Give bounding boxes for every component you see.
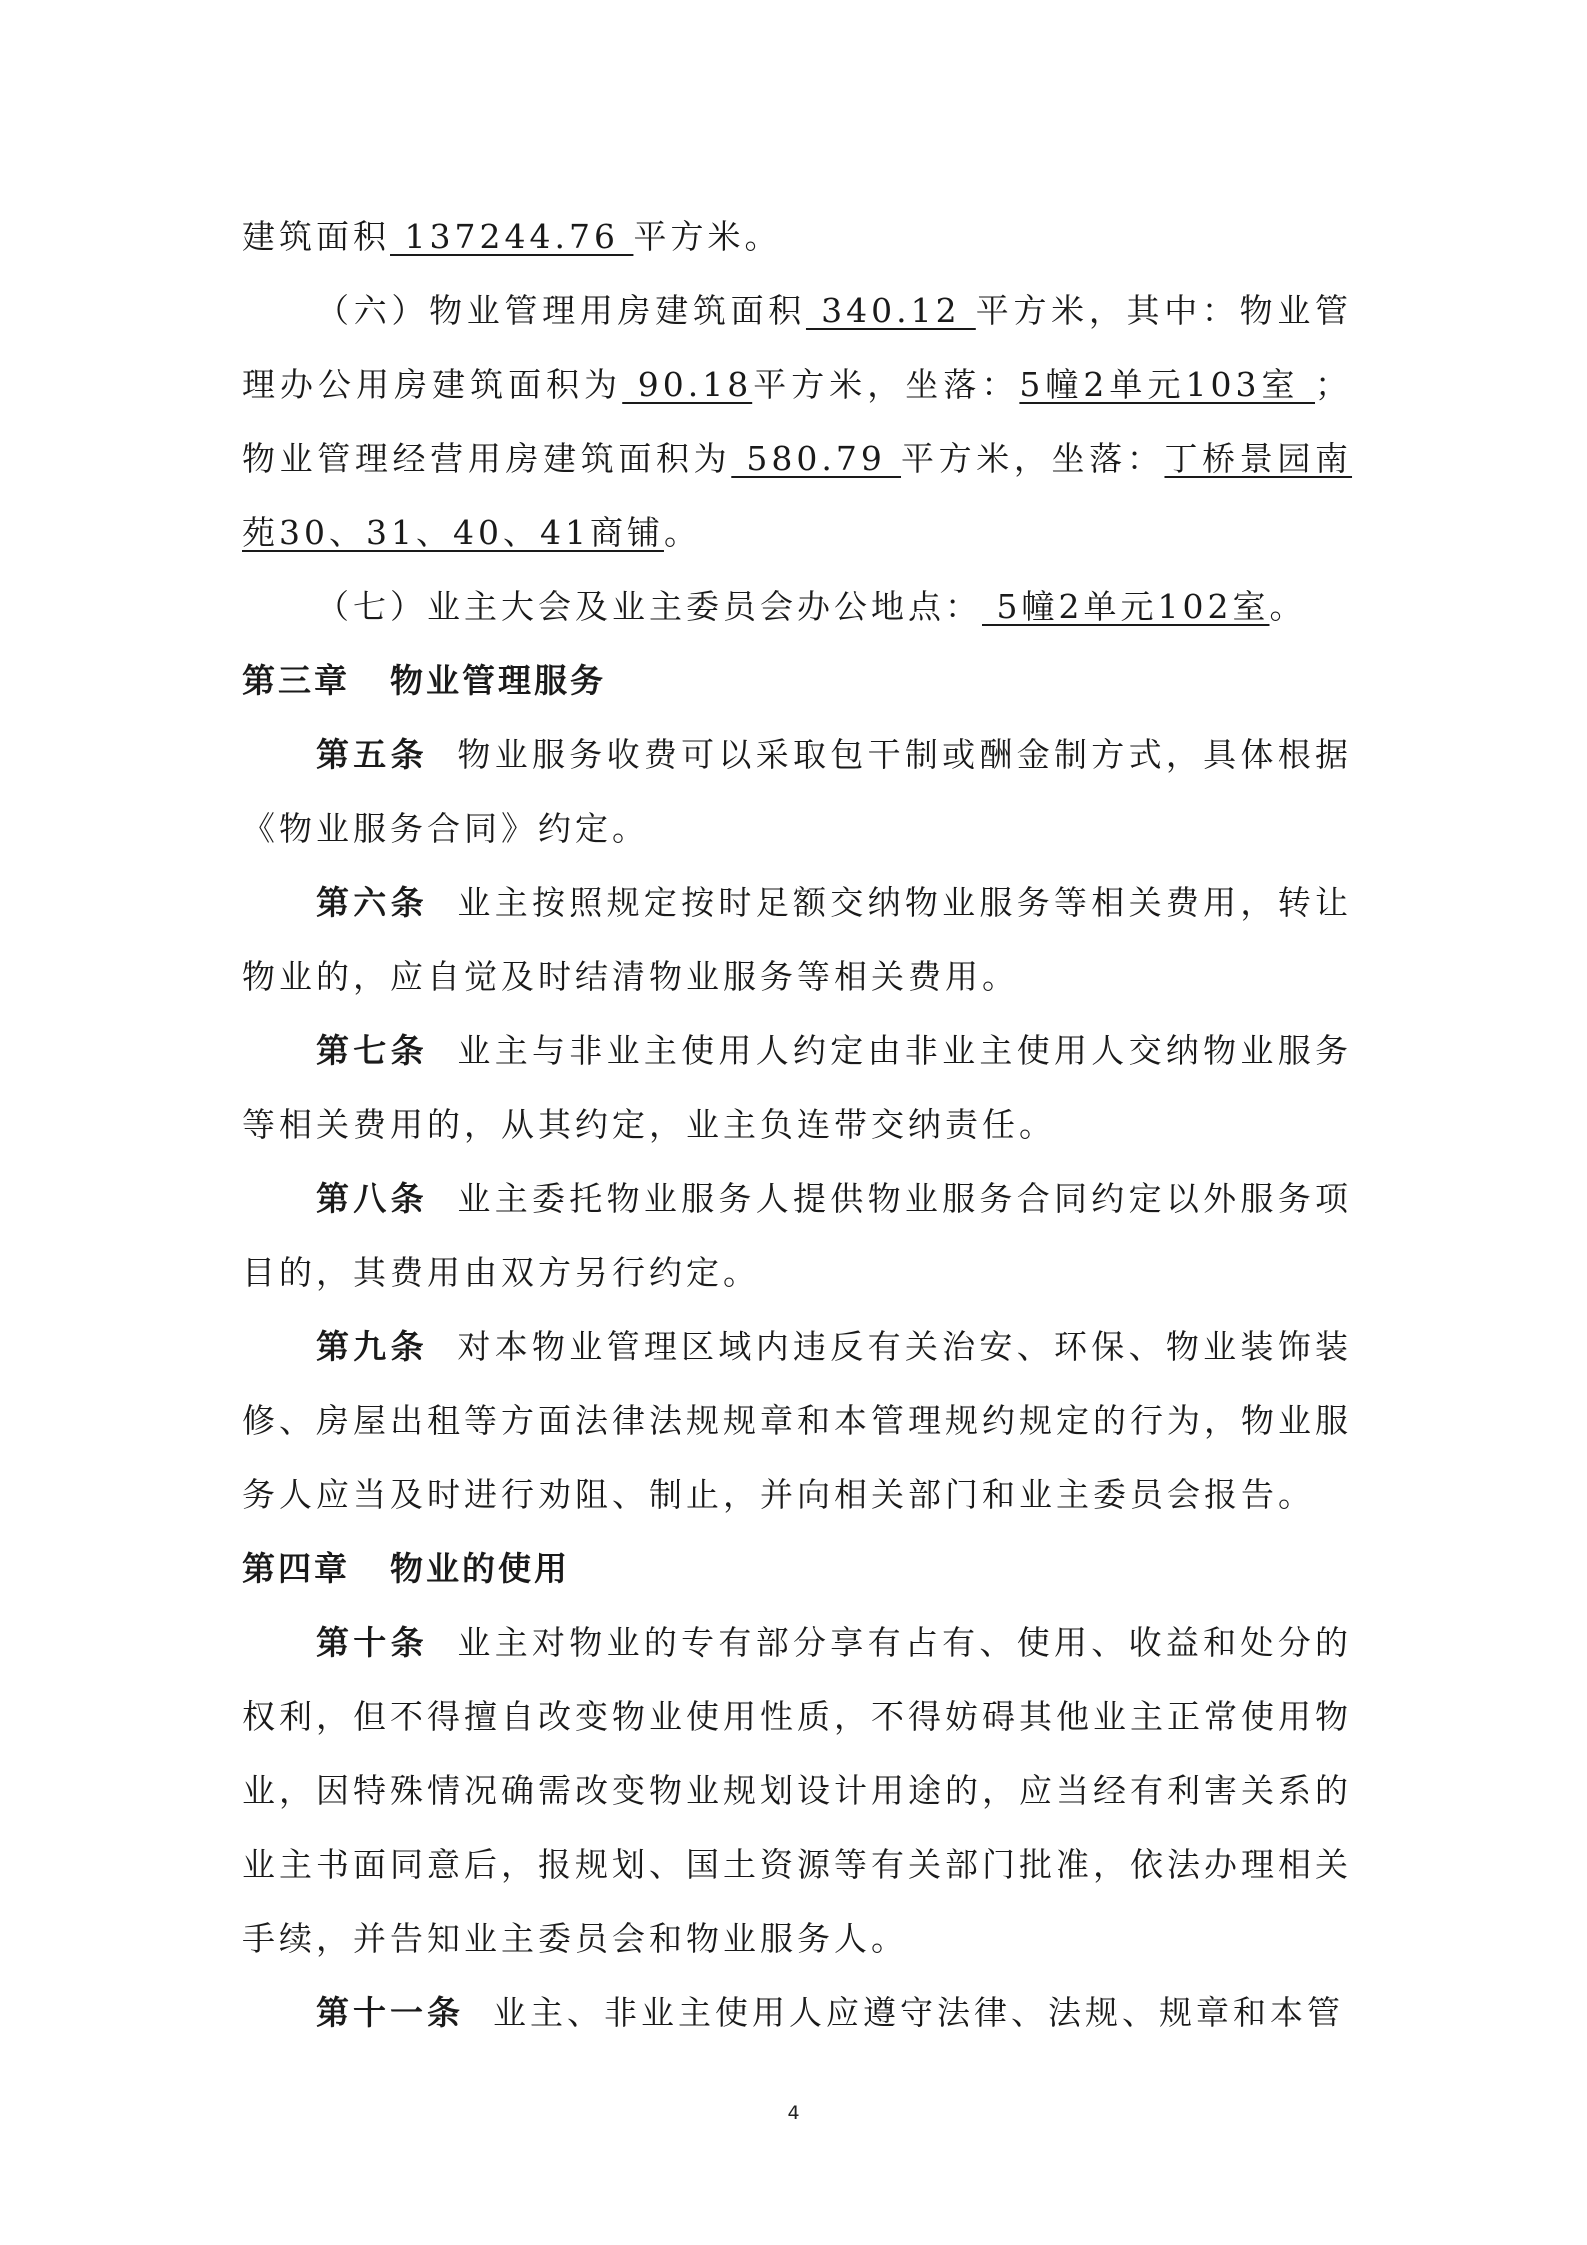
committee-office-location-value: 5幢2单元102室 (982, 587, 1270, 626)
article-7: 第七条 业主与非业主使用人约定由非业主使用人交纳物业服务等相关费用的，从其约定，业主负连带交纳责任。 (242, 1031, 1353, 1144)
article-label: 第十条 (316, 1623, 428, 1662)
article-label: 第十一条 (316, 1993, 464, 2032)
business-room-area-value: 580.79 (731, 439, 902, 478)
business-room-location-value: 丁桥景园南苑30、31、40、41商铺 (242, 439, 1353, 552)
paragraph-building-area: 建筑面积 137244.76 平方米。 (242, 217, 782, 256)
chapter-4-heading: 第四章 物业的使用 (242, 1549, 570, 1588)
chapter-3-heading: 第三章 物业管理服务 (242, 661, 606, 700)
article-9: 第九条 对本物业管理区域内违反有关治安、环保、物业装饰装修、房屋出租等方面法律法规规章和本管理规约规定的行为，物业服务人应当及时进行劝阻、制止，并向相关部门和业主委员会报告。 (242, 1327, 1353, 1514)
article-8: 第八条 业主委托物业服务人提供物业服务合同约定以外服务项目的，其费用由双方另行约定。 (242, 1179, 1353, 1292)
paragraph-item-6: （六）物业管理用房建筑面积 340.12 平方米，其中：物业管理办公用房建筑面积为 90.18平方米，坐落：5幢2单元103室 ；物业管理经营用房建筑面积为 580.79 平方米，坐落：丁桥景园南苑30、31、40、41商铺。 (242, 291, 1353, 552)
page-number: 4 (787, 2102, 800, 2124)
article-label: 第九条 (316, 1327, 428, 1366)
article-label: 第八条 (316, 1179, 428, 1218)
article-label: 第六条 (316, 883, 428, 922)
page-content (242, 200, 1352, 2050)
total-area-value: 137244.76 (390, 217, 634, 256)
management-room-area-value: 340.12 (805, 291, 976, 330)
office-room-area-value: 90.18 (622, 365, 753, 404)
article-11: 第十一条 业主、非业主使用人应遵守法律、法规、规章和本管 (316, 1993, 1344, 2032)
article-6: 第六条 业主按照规定按时足额交纳物业服务等相关费用，转让物业的，应自觉及时结清物业服务等相关费用。 (242, 883, 1353, 996)
article-5: 第五条 物业服务收费可以采取包干制或酬金制方式，具体根据《物业服务合同》约定。 (242, 735, 1353, 848)
article-label: 第五条 (316, 735, 428, 774)
article-10: 第十条 业主对物业的专有部分享有占有、使用、收益和处分的权利，但不得擅自改变物业使用性质，不得妨碍其他业主正常使用物业，因特殊情况确需改变物业规划设计用途的，应当经有利害关系的业主书面同意后，报规划、国土资源等有关部门批准，依法办理相关手续，并告知业主委员会和物业服务人。 (242, 1623, 1353, 1958)
office-room-location-value: 5幢2单元103室 (1019, 365, 1316, 404)
article-label: 第七条 (316, 1031, 428, 1070)
paragraph-item-7: （七）业主大会及业主委员会办公地点： 5幢2单元102室。 (316, 587, 1307, 626)
